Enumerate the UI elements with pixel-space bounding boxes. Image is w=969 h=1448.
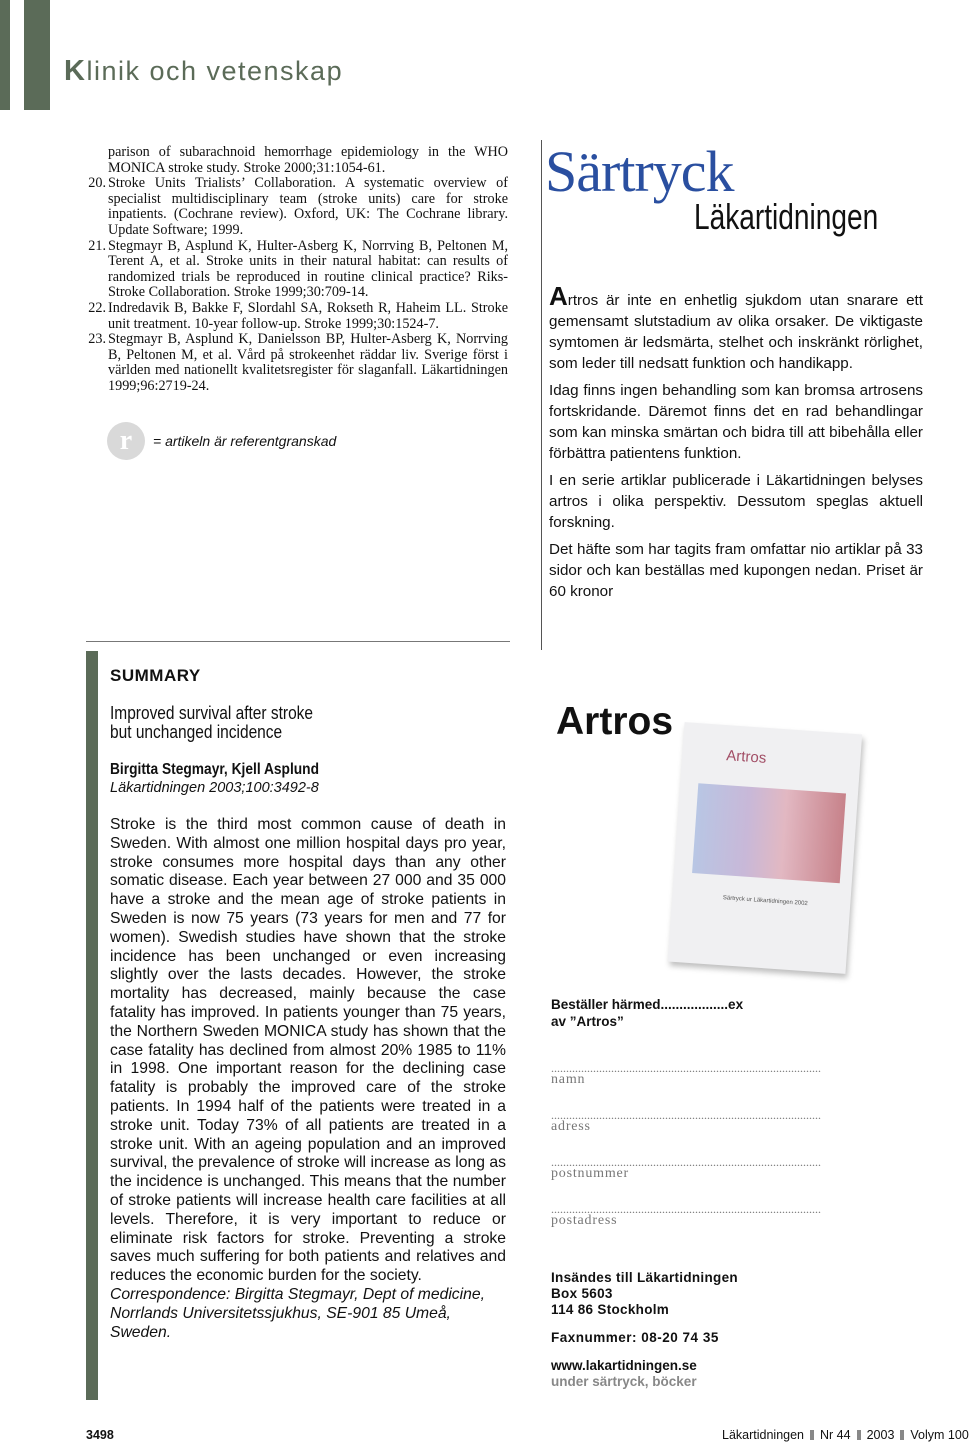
ad-paragraph: Artros är inte en enhetlig sjukdom utan snarare ett gemensamt slutstadium av olika orsaker. De viktigaste symtomen är ledsmärta, stelhet och inskränkt rörlighet, som leder till nedsatt funktion och handikapp. [549, 281, 923, 372]
summary-citation: Läkartidningen 2003;100:3492-8 [110, 780, 319, 796]
reference-item: 22. Indredavik B, Bakke F, Slordahl SA, Rokseth R, Haheim LL. Stroke unit treatment. 10-year follow-up. Stroke 1999;30:1524-7. [88, 299, 508, 332]
postal-code-field[interactable]: .......................................................................................... postnummer [551, 1155, 821, 1181]
mailing-address: Insändes till Läkartidningen Box 5603 114 86 Stockholm [551, 1270, 738, 1317]
book-cover-image [668, 722, 862, 974]
name-field[interactable]: .......................................................................................... namn [551, 1061, 821, 1087]
referee-badge-icon: r [107, 422, 145, 460]
ad-body [549, 281, 923, 608]
city-field[interactable]: .......................................................................................... postadress [551, 1202, 821, 1228]
ad-headline: Särtryck [545, 139, 734, 204]
product-title: Artros [556, 700, 674, 743]
dropcap: A [549, 281, 568, 311]
section-title: Klinik och vetenskap [64, 55, 344, 87]
header-bar [24, 0, 50, 110]
website [551, 1358, 697, 1390]
column-divider [541, 140, 542, 650]
summary-bar [86, 651, 98, 1400]
reference-list [86, 145, 508, 395]
ad-brand: Läkartidningen [694, 196, 879, 237]
website-path: under särtryck, böcker [551, 1374, 697, 1389]
address-field[interactable]: .......................................................................................... adress [551, 1108, 821, 1134]
correspondence: Correspondence: Birgitta Stegmayr, Dept of medicine, Norrlands Universitetssjukhus, SE-901 85 Umeå, Sweden. [110, 1285, 485, 1341]
reference-item: 23. Stegmayr B, Asplund K, Danielsson BP, Hulter-Asberg K, Norrving B, Peltonen M, et al. Vård på strokeenhet räddar liv. Sverige först i världen med nationellt kvalitetsregister för slaganfall. Läkartidningen 1999;96:2719-24. [88, 331, 508, 394]
summary-heading: SUMMARY [110, 666, 201, 685]
separator [900, 1430, 904, 1440]
knee-image [692, 783, 846, 883]
summary-text: Stroke is the third most common cause of death in Sweden. With almost one million hospital days pro year, stroke consumes more hospital days than any other somatic disease. Each year between 27 000 and 35 000 have a stroke and the mean age of stroke patients in Sweden is now 75 years (73 years for men and 77 for women). Swedish studies have shown that the stroke incidence has been unchanged or even increasing slightly over the lasts decades. However, the stroke mortality has decreased, mainly because the case fatality has improved. In patients younger than 75 years, the Northern Sweden MONICA study has shown that the case fatality has declined from almost 20% 1985 to 11% in 1998. One important reason for the declining case fatality is probably the improved care of the stroke patients. In 1994 half of the patients were treated in a stroke unit. Today 73% of all patients are treated in a stroke unit. With an ageing population and an improved survival, the prevalence of stroke will increase as long as the incidence is unchanged. This means that the number of stroke patients will increase health care facilities at all levels. Therefore, it is very important to reduce or eliminate risk factors for stroke. Preventing a stroke saves much suffering for both patients and relatives and reduces the economic burden for the society. [110, 816, 506, 1285]
page-number: 3498 [86, 1428, 114, 1442]
book-title: Artros [725, 747, 767, 767]
ad-paragraph: I en serie artiklar publicerade i Läkartidningen belyses artros i olika perspektiv. Dessutom speglas aktuell forskning. [549, 472, 923, 531]
separator [810, 1430, 814, 1440]
book-subtitle: Särtryck ur Läkartidningen 2002 [722, 895, 808, 908]
ad-paragraph: Det häfte som har tagits fram omfattar nio artiklar på 33 sidor och kan beställas med kupongen nedan. Priset är 60 kronor [549, 541, 923, 600]
reference-item: 21. Stegmayr B, Asplund K, Hulter-Asberg K, Norrving B, Peltonen M, Terent A, et al. Stroke units in their natural habitat: can results of randomized trials be reproduced in routine clinical practice? Riks-Stroke Collaboration. Stroke 1999;30:709-14. [88, 237, 508, 301]
order-heading: Beställer härmed..................ex av ”Artros” [551, 997, 744, 1029]
fax-number: Faxnummer: 08-20 74 35 [551, 1330, 719, 1345]
reference-item: 20. Stroke Units Trialists’ Collaboration. A systematic overview of specialist multidisciplinary team (stroke units) care for stroke inpatients. (Cochrane review). Oxford, UK: The Cochrane library. Update Software; 1999. [88, 175, 508, 238]
summary-authors: Birgitta Stegmayr, Kjell Asplund [110, 761, 319, 778]
footer-citation: Läkartidningen Nr 44 2003 Volym 100 [722, 1428, 969, 1442]
website-link[interactable]: www.lakartidningen.se [551, 1358, 697, 1373]
referee-note: = artikeln är referentgranskad [153, 433, 337, 449]
divider [86, 641, 510, 642]
separator [857, 1430, 861, 1440]
summary-title: Improved survival after stroke but unchanged incidence [110, 703, 314, 742]
ad-paragraph: Idag finns ingen behandling som kan bromsa artrosens fortskridande. Däremot finns det en rad behandlingar som kan minska smärtan och bidra till att bibehålla eller förbättra patientens funktion. [549, 382, 923, 462]
header-bar-left [0, 0, 10, 110]
summary-body [110, 816, 506, 1342]
reference-item: parison of subarachnoid hemorrhage epidemiology in the WHO MONICA stroke study. Stroke 2000;31:1054-61. [108, 144, 508, 176]
